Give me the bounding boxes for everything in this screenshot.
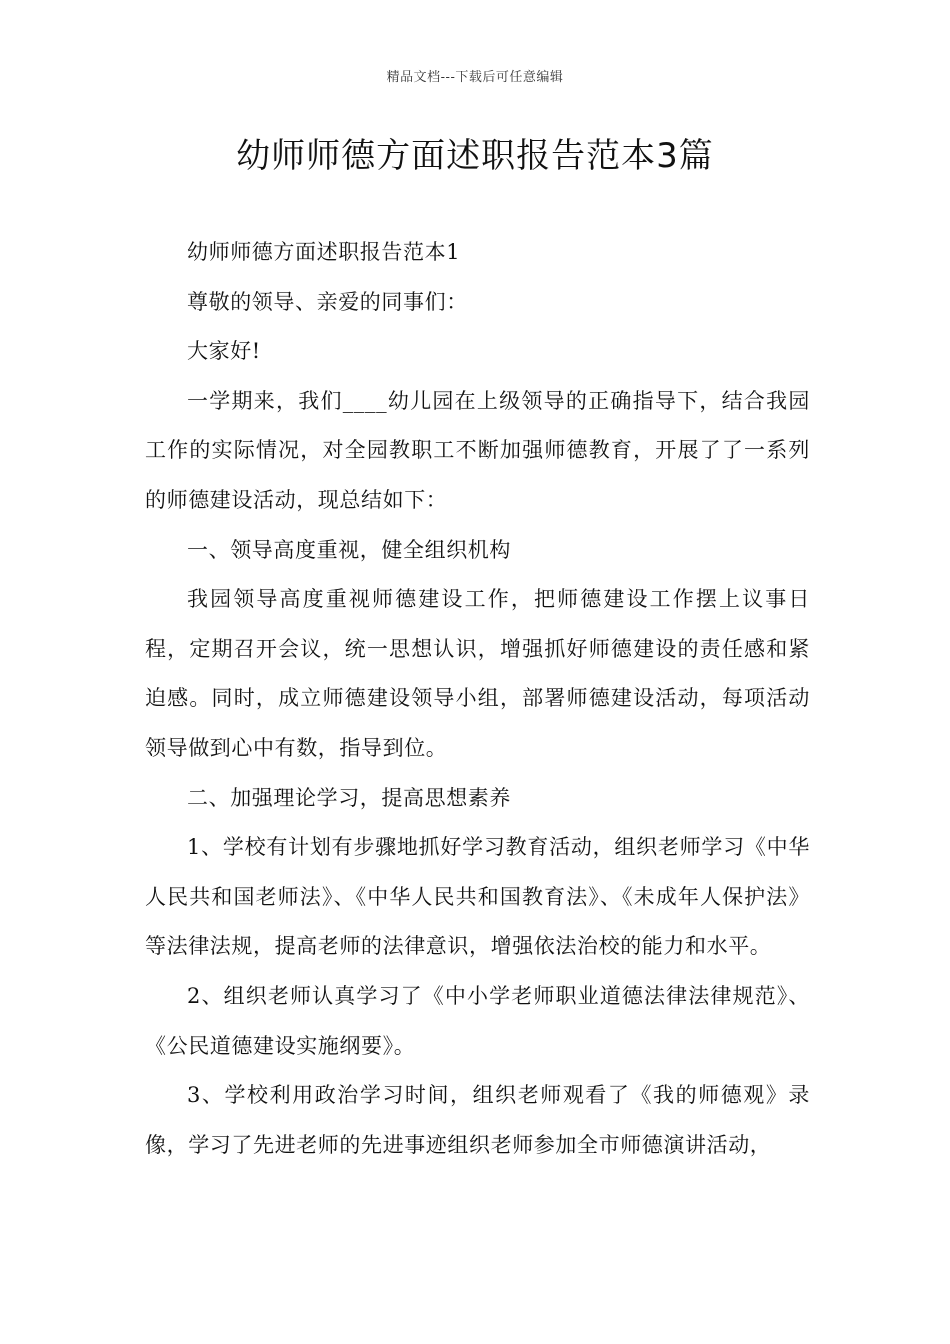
- paragraph-heading-2: 二、加强理论学习，提高思想素养: [187, 785, 511, 810]
- paragraph-item-2: 2、组织老师认真学习了《中小学老师职业道德法律法律规范》、《公民道德建设实施纲要》。: [145, 983, 810, 1058]
- document-title: 幼师师德方面述职报告范本3篇: [236, 136, 714, 176]
- header-note: 精品文档---下载后可任意编辑: [386, 70, 564, 85]
- paragraph-salutation: 尊敬的领导、亲爱的同事们：: [187, 289, 468, 314]
- paragraph-body-1: 我园领导高度重视师德建设工作，把师德建设工作摆上议事日程，定期召开会议，统一思想认识，增强抓好师德建设的责任感和紧迫感。同时，成立师德建设领导小组，部署师德建设活动，每项活动领导做到心中有数，指导到位。: [145, 587, 810, 760]
- paragraph-item-3: 3、学校利用政治学习时间，组织老师观看了《我的师德观》录像，学习了先进老师的先进事迹组织老师参加全市师德演讲活动，: [145, 1083, 810, 1157]
- paragraph-intro: 一学期来，我们____幼儿园在上级领导的正确指导下，结合我园工作的实际情况，对全园教职工不断加强师德教育，开展了了一系列的师德建设活动，现总结如下：: [145, 388, 810, 512]
- paragraph-greeting: 大家好!: [187, 339, 261, 364]
- paragraph-section-title: 幼师师德方面述职报告范本1: [187, 240, 461, 264]
- document-body: [145, 228, 810, 1170]
- paragraph-heading-1: 一、领导高度重视，健全组织机构: [187, 537, 511, 562]
- paragraph-item-1: 1、学校有计划有步骤地抓好学习教育活动，组织老师学习《中华人民共和国老师法》、《中华人民共和国教育法》、《未成年人保护法》等法律法规，提高老师的法律意识，增强依法治校的能力和水平。: [145, 835, 810, 959]
